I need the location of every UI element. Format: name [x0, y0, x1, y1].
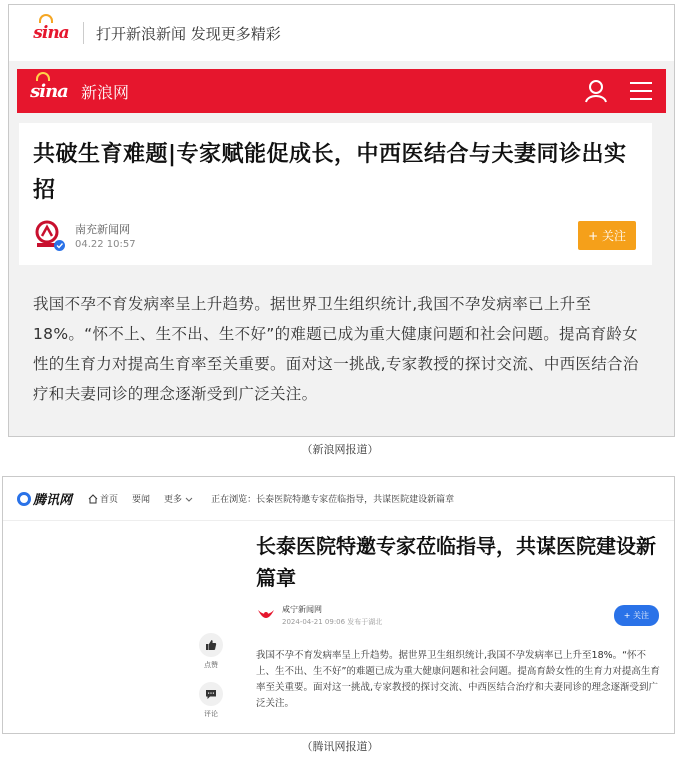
source-logo-icon[interactable]: [256, 606, 276, 626]
site-title[interactable]: 新浪网: [81, 82, 130, 102]
caption-sina: （新浪网报道）: [301, 443, 379, 456]
sina-screenshot: [8, 4, 675, 437]
divider: [83, 22, 84, 44]
sina-header-bar: [17, 69, 666, 113]
source-logo-icon[interactable]: [33, 219, 65, 251]
source-name[interactable]: 南充新闻网: [75, 222, 130, 236]
source-name[interactable]: 咸宁新闻网: [282, 605, 322, 614]
follow-button[interactable]: + 关注: [614, 605, 659, 626]
tencent-logo-icon[interactable]: 腾讯网: [17, 489, 72, 508]
caption-tencent: （腾讯网报道）: [301, 740, 379, 753]
now-browsing: 正在浏览：长泰医院特邀专家莅临指导，共谋医院建设新篇章: [211, 495, 455, 505]
article-meta: [256, 604, 659, 627]
home-icon: [88, 494, 98, 504]
article-headline: 共破生育难题|专家赋能促成长，中西医结合与夫妻同诊出实招: [33, 142, 627, 203]
article-header-card: [19, 123, 652, 265]
nav-home[interactable]: 首页: [88, 492, 118, 505]
chevron-down-icon: [185, 495, 193, 503]
sina-logo-icon[interactable]: sina: [29, 72, 69, 110]
sina-logo-icon: sina: [31, 14, 71, 52]
article-headline: 长泰医院特邀专家莅临指导，共谋医院建设新篇章: [256, 534, 656, 590]
nav-more[interactable]: 更多: [164, 492, 193, 505]
menu-icon[interactable]: [630, 81, 652, 101]
side-actions: [197, 633, 225, 731]
comment-icon: [205, 688, 217, 700]
tencent-screenshot: [2, 476, 675, 734]
article-body: 我国不孕不育发病率呈上升趋势。据世界卫生组织统计,我国不孕发病率已上升至18%。“怀不上、生不出、生不好”的难题已成为重大健康问题和社会问题。提高育龄女性的生育力对提高生育率至关重要。面对这一挑战,专家教授的探讨交流、中西医结合治疗和夫妻同诊的理念逐渐受到广泛关注。: [256, 650, 660, 709]
user-icon[interactable]: [584, 79, 608, 103]
sina-app-banner[interactable]: [9, 5, 674, 61]
verified-icon: [54, 240, 65, 251]
app-slogan: 打开新浪新闻 发现更多精彩: [96, 24, 281, 43]
comment-button[interactable]: [199, 682, 223, 706]
top-nav: [3, 477, 674, 521]
article-body: 我国不孕不育发病率呈上升趋势。据世界卫生组织统计,我国不孕发病率已上升至18%。“怀不上、生不出、生不好”的难题已成为重大健康问题和社会问题。提高育龄女性的生育力对提高生育率至关重要。面对这一挑战,专家教授的探讨交流、中西医结合治疗和夫妻同诊的理念逐渐受到广泛关注。: [33, 295, 639, 403]
publish-time: 04.22 10:57: [75, 238, 136, 250]
thumbs-up-icon: [205, 639, 217, 651]
follow-button[interactable]: + 关注: [578, 221, 636, 250]
like-button[interactable]: [199, 633, 223, 657]
comment-label: 评论: [204, 710, 218, 718]
article-meta: [33, 219, 636, 251]
like-label: 点赞: [204, 661, 218, 669]
publish-time: 2024-04-21 09:06 发布于湖北: [282, 618, 383, 626]
nav-news[interactable]: 要闻: [132, 495, 151, 505]
